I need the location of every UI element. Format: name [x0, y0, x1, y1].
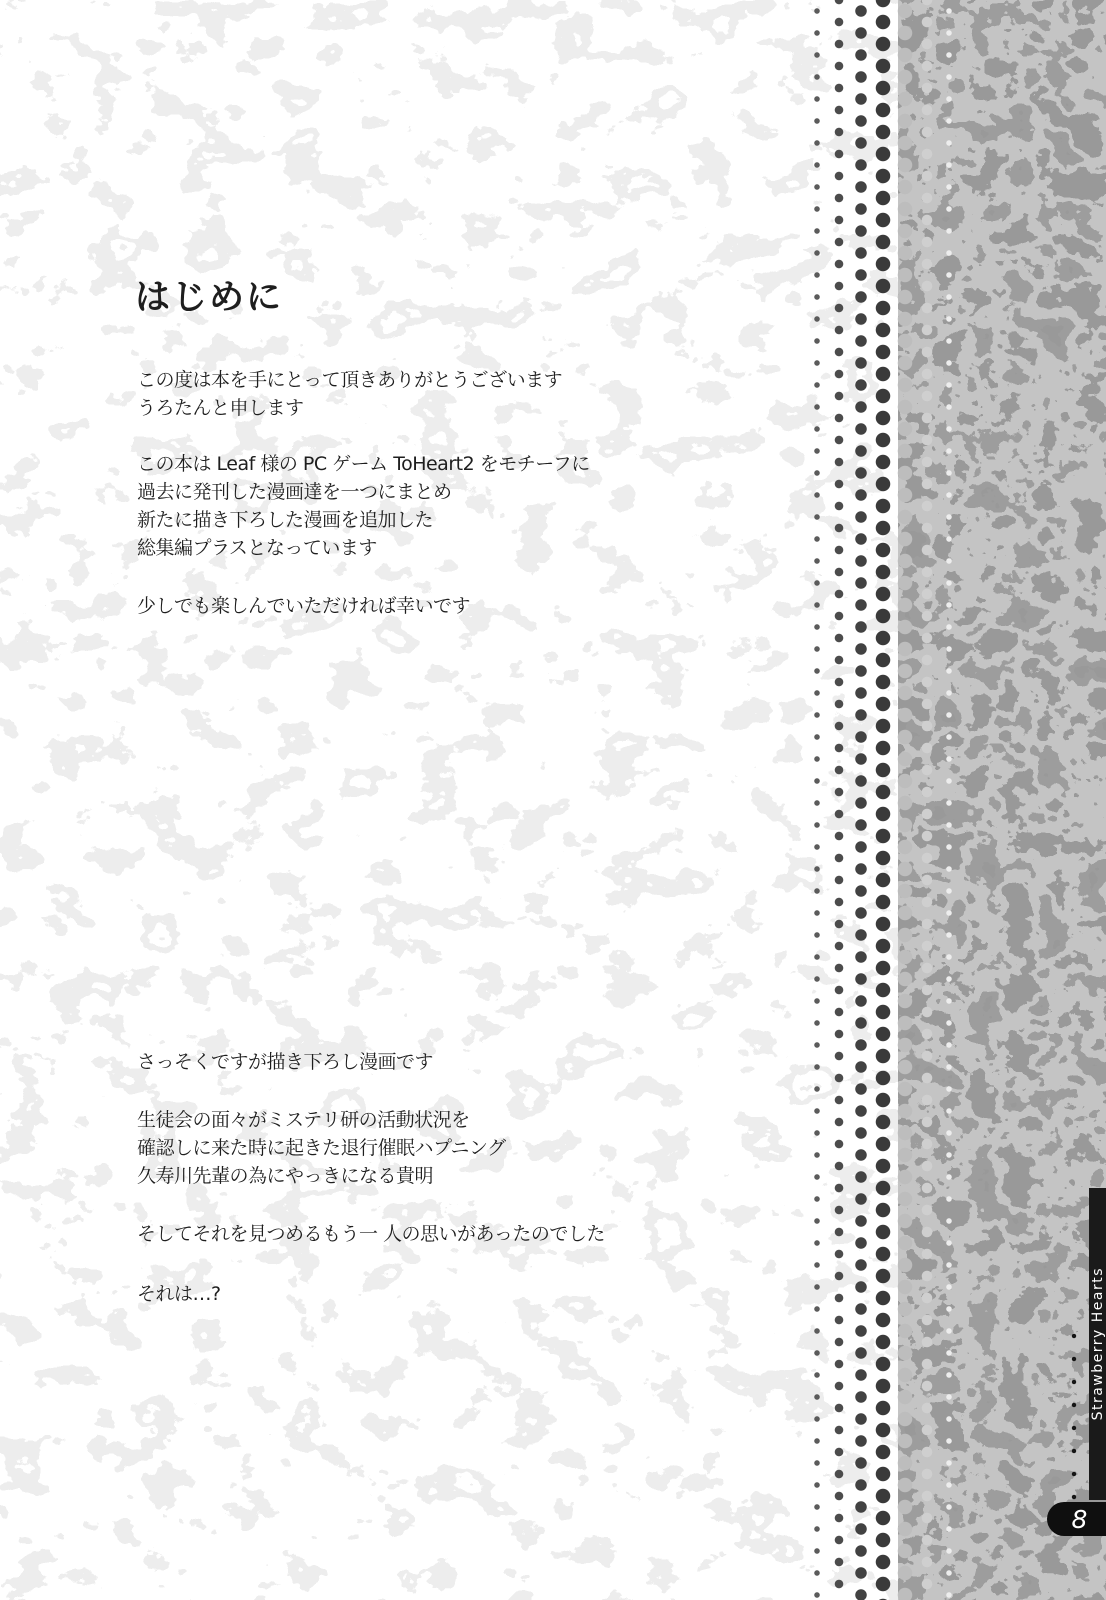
book-description [137, 450, 590, 562]
text-line: 少しでも楽しんでいただければ幸いです [137, 595, 471, 617]
text-line: 過去に発刊した漫画達を一つにまとめ [137, 481, 452, 503]
text-line: さっそくですが描き下ろし漫画です [137, 1051, 434, 1073]
text-line: 生徒会の面々がミステリ研の活動状況を [137, 1109, 470, 1131]
text-line: この本は Leaf 様の PC ゲーム ToHeart2 をモチーフに [137, 453, 590, 475]
halftone-strip [894, 0, 916, 1600]
new-manga-intro [137, 1048, 433, 1076]
halftone-strip [916, 0, 938, 1600]
text-line: 新たに描き下ろした漫画を追加した [137, 509, 434, 531]
text-line: この度は本を手にとって頂きありがとうございます [137, 369, 563, 391]
text-line: そしてそれを見つめるもう一 人の思いがあったのでした [137, 1223, 605, 1245]
intro-greeting [137, 366, 562, 422]
text-line: 確認しに来た時に起きた退行催眠ハプニング [137, 1137, 506, 1159]
story-summary [137, 1106, 506, 1190]
story-teaser [137, 1280, 221, 1308]
text-line: うろたんと申します [137, 397, 304, 419]
halftone-strip [938, 0, 960, 1600]
page-number-badge [1047, 1502, 1106, 1536]
series-title-strip [1089, 1188, 1106, 1500]
page-number: 8 [1071, 1504, 1088, 1534]
text-line: それは…? [137, 1283, 221, 1305]
halftone-strip [850, 0, 872, 1600]
halftone-strip [872, 0, 894, 1600]
text-line: 総集編プラスとなっています [137, 537, 377, 559]
halftone-strip [806, 0, 828, 1600]
closing-wish [137, 592, 470, 620]
halftone-strip [828, 0, 850, 1600]
series-title-vertical-label: Strawberry Hearts [1089, 1267, 1106, 1421]
text-line: 久寿川先輩の為にやっきになる貴明 [137, 1165, 434, 1187]
dotted-line [1070, 1332, 1078, 1502]
story-followup [137, 1220, 605, 1248]
page-title: はじめに [135, 278, 284, 318]
